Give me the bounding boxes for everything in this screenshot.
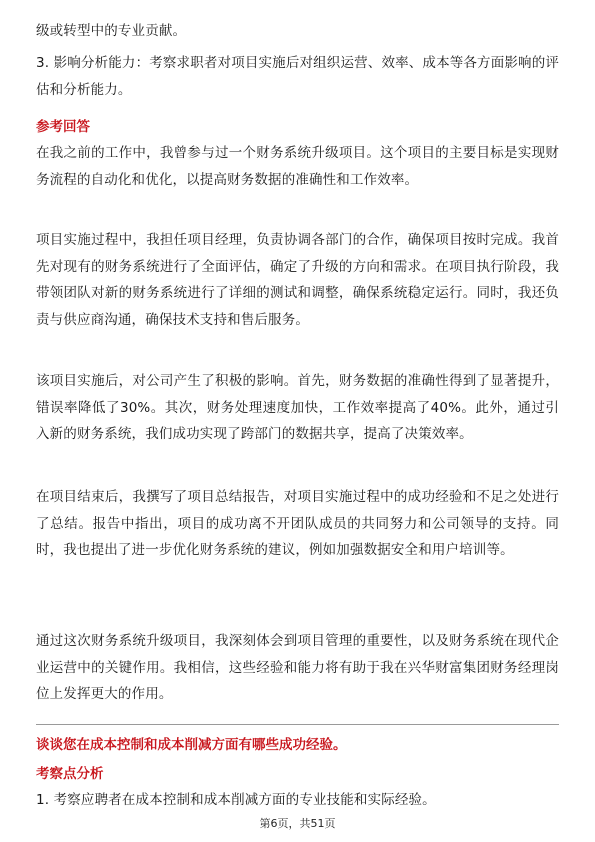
analysis-point-3: 3. 影响分析能力：考察求职者对项目实施后对组织运营、效率、成本等各方面影响的评估和分析能力。 bbox=[36, 55, 559, 98]
answer-paragraph-4: 在项目结束后，我撰写了项目总结报告，对项目实施过程中的成功经验和不足之处进行了总结。报告中指出，项目的成功离不开团队成员的共同努力和公司领导的支持。同时，我也提出了进一步优化财务系统的建议，例如加强数据安全和用户培训等。 bbox=[36, 489, 559, 559]
answer-paragraph-2: 项目实施过程中，我担任项目经理，负责协调各部门的合作，确保项目按时完成。我首先对现有的财务系统进行了全面评估，确定了升级的方向和需求。在项目执行阶段，我带领团队对新的财务系统进行了详细的测试和调整，确保系统稳定运行。同时，我还负责与供应商沟通，确保技术支持和售后服务。 bbox=[36, 232, 559, 328]
analysis-point-1: 1. 考察应聘者在成本控制和成本削减方面的专业技能和实际经验。 bbox=[36, 792, 436, 808]
analysis-heading: 考察点分析 bbox=[36, 766, 104, 782]
answer-heading: 参考回答 bbox=[36, 119, 90, 135]
previous-item-tail: 级或转型中的专业贡献。 bbox=[36, 23, 187, 39]
next-question: 谈谈您在成本控制和成本削减方面有哪些成功经验。 bbox=[36, 737, 347, 753]
answer-paragraph-5: 通过这次财务系统升级项目，我深刻体会到项目管理的重要性，以及财务系统在现代企业运营中的关键作用。我相信，这些经验和能力将有助于我在兴华财富集团财务经理岗位上发挥更大的作用。 bbox=[36, 633, 559, 703]
section-divider bbox=[36, 724, 559, 725]
page-number: 第6页，共51页 bbox=[259, 817, 336, 830]
answer-paragraph-3: 该项目实施后，对公司产生了积极的影响。首先，财务数据的准确性得到了显著提升，错误率降低了30%。其次，财务处理速度加快，工作效率提高了40%。此外，通过引入新的财务系统，我们成功实现了跨部门的数据共享，提高了决策效率。 bbox=[36, 373, 559, 443]
answer-paragraph-1: 在我之前的工作中，我曾参与过一个财务系统升级项目。这个项目的主要目标是实现财务流程的自动化和优化，以提高财务数据的准确性和工作效率。 bbox=[36, 145, 559, 188]
